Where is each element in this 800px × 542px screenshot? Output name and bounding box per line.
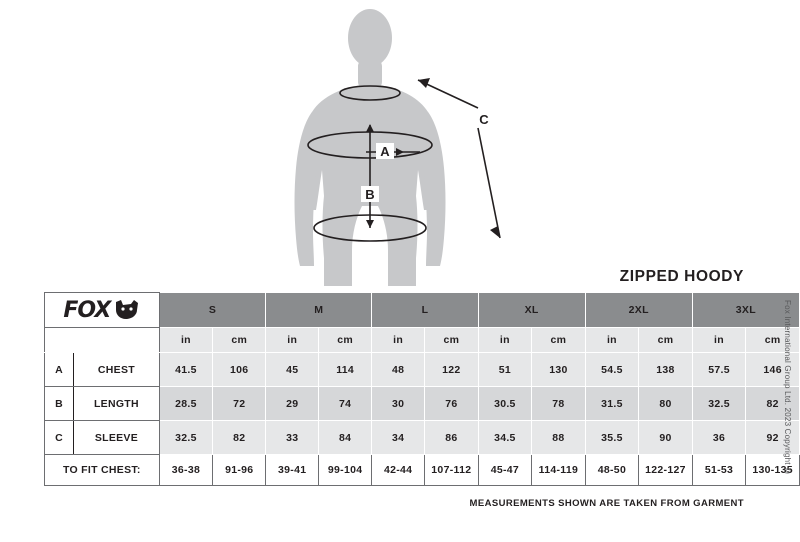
- row-name-length: LENGTH: [74, 387, 159, 421]
- table-header-row: [45, 293, 800, 328]
- label-b: B: [365, 187, 375, 202]
- size-header-s: S: [159, 293, 266, 328]
- fit-3xl-in: 51-53: [692, 455, 746, 486]
- sleeve-l-cm: 86: [425, 421, 479, 455]
- length-m-in: 29: [266, 387, 319, 421]
- unit-s-in: in: [159, 328, 213, 353]
- length-2xl-in: 31.5: [585, 387, 639, 421]
- unit-s-cm: cm: [213, 328, 266, 353]
- size-chart-table: [44, 292, 800, 486]
- fit-m-cm: 99-104: [319, 455, 372, 486]
- sleeve-2xl-cm: 90: [639, 421, 693, 455]
- chest-3xl-in: 57.5: [692, 353, 746, 387]
- unit-3xl-cm: cm: [746, 328, 800, 353]
- row-letter-c: C: [45, 421, 74, 455]
- fit-xl-in: 45-47: [478, 455, 532, 486]
- fit-l-cm: 107-112: [425, 455, 479, 486]
- unit-2xl-in: in: [585, 328, 639, 353]
- page-title: ZIPPED HOODY: [619, 268, 744, 285]
- unit-m-in: in: [266, 328, 319, 353]
- length-2xl-cm: 80: [639, 387, 693, 421]
- label-a: A: [380, 144, 390, 159]
- size-header-l: L: [372, 293, 478, 328]
- length-s-cm: 72: [213, 387, 266, 421]
- fit-label: TO FIT CHEST:: [45, 455, 160, 486]
- length-l-in: 30: [372, 387, 425, 421]
- sleeve-l-in: 34: [372, 421, 425, 455]
- row-letter-a: A: [45, 353, 74, 387]
- chest-2xl-in: 54.5: [585, 353, 639, 387]
- length-m-cm: 74: [319, 387, 372, 421]
- length-l-cm: 76: [425, 387, 479, 421]
- row-letter-b: B: [45, 387, 74, 421]
- label-c: C: [479, 112, 489, 127]
- sleeve-3xl-cm: 92: [746, 421, 800, 455]
- to-fit-chest-row: [45, 455, 800, 486]
- unit-l-cm: cm: [425, 328, 479, 353]
- sleeve-xl-in: 34.5: [478, 421, 532, 455]
- table-row: [45, 387, 800, 421]
- sleeve-s-cm: 82: [213, 421, 266, 455]
- fit-xl-cm: 114-119: [532, 455, 586, 486]
- sleeve-3xl-in: 36: [692, 421, 746, 455]
- length-s-in: 28.5: [159, 387, 213, 421]
- brand-wordmark: FOX: [63, 297, 111, 323]
- table-row: [45, 421, 800, 455]
- sleeve-2xl-in: 35.5: [585, 421, 639, 455]
- sleeve-m-in: 33: [266, 421, 319, 455]
- size-header-xl: XL: [478, 293, 585, 328]
- unit-blank-cell: [45, 328, 160, 353]
- fit-s-in: 36-38: [159, 455, 213, 486]
- chest-s-in: 41.5: [159, 353, 213, 387]
- size-header-m: M: [266, 293, 372, 328]
- sleeve-xl-cm: 88: [532, 421, 586, 455]
- unit-l-in: in: [372, 328, 425, 353]
- chest-2xl-cm: 138: [639, 353, 693, 387]
- unit-m-cm: cm: [319, 328, 372, 353]
- length-3xl-in: 32.5: [692, 387, 746, 421]
- fit-l-in: 42-44: [372, 455, 425, 486]
- unit-xl-cm: cm: [532, 328, 586, 353]
- fit-3xl-cm: 130-135: [746, 455, 800, 486]
- table-unit-row: [45, 328, 800, 353]
- fox-head-icon: [114, 299, 140, 321]
- copyright-text: Fox International Group Ltd. 2023 Copyright ©: [783, 300, 792, 477]
- size-header-2xl: 2XL: [585, 293, 692, 328]
- chest-l-in: 48: [372, 353, 425, 387]
- chest-m-cm: 114: [319, 353, 372, 387]
- fit-m-in: 39-41: [266, 455, 319, 486]
- chest-xl-in: 51: [478, 353, 532, 387]
- unit-xl-in: in: [478, 328, 532, 353]
- fit-s-cm: 91-96: [213, 455, 266, 486]
- unit-3xl-in: in: [692, 328, 746, 353]
- sleeve-m-cm: 84: [319, 421, 372, 455]
- sleeve-s-in: 32.5: [159, 421, 213, 455]
- fit-2xl-in: 48-50: [585, 455, 639, 486]
- fit-2xl-cm: 122-127: [639, 455, 693, 486]
- chest-xl-cm: 130: [532, 353, 586, 387]
- length-xl-in: 30.5: [478, 387, 532, 421]
- length-3xl-cm: 82: [746, 387, 800, 421]
- chest-3xl-cm: 146: [746, 353, 800, 387]
- chest-m-in: 45: [266, 353, 319, 387]
- brand-logo-cell: [45, 293, 160, 328]
- measurement-note: MEASUREMENTS SHOWN ARE TAKEN FROM GARMENT: [469, 498, 744, 509]
- size-header-3xl: 3XL: [692, 293, 799, 328]
- chest-s-cm: 106: [213, 353, 266, 387]
- chest-l-cm: 122: [425, 353, 479, 387]
- row-name-chest: CHEST: [74, 353, 159, 387]
- table-row: [45, 353, 800, 387]
- unit-2xl-cm: cm: [639, 328, 693, 353]
- length-xl-cm: 78: [532, 387, 586, 421]
- row-name-sleeve: SLEEVE: [74, 421, 159, 455]
